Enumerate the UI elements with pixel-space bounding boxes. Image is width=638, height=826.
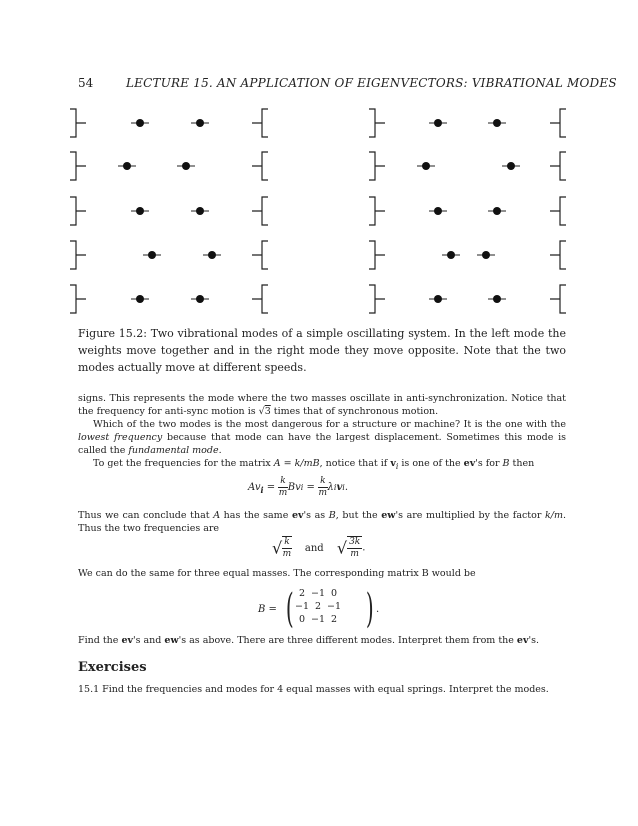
right-mode-mass-a-1	[434, 119, 442, 127]
running-title: LECTURE 15. AN APPLICATION OF EIGENVECTORS: VIBRATIONAL MODES	[126, 76, 617, 90]
paragraph-conclusion: Thus we can conclude that A has the same ev's as B, but the ew's are multiplied by the factor k/m. Thus the two frequencies are	[78, 510, 566, 534]
exercise-15-1: 15.1 Find the frequencies and modes for 4 equal masses with equal springs. Interpret the modes.	[78, 684, 549, 695]
paragraph-anti-sync: signs. This represents the mode where the two masses oscillate in anti-synchronization. Notice that the frequency for anti-sync motion is √3 times that of synchronous motion.	[78, 393, 566, 417]
left-mode-mass-a-4	[148, 251, 156, 259]
left-mode-left-wall-3	[70, 197, 86, 225]
paragraph-dangerous-mode: Which of the two modes is the most dangerous for a structure or machine? It is the one with the lowest frequency because that mode can have the largest displacement. Sometimes this mode is called the fundamental mode.	[78, 419, 566, 456]
exercises-heading: Exercises	[78, 660, 147, 675]
page-number: 54	[78, 76, 94, 90]
vibrational-modes-figure	[0, 0, 638, 320]
paragraph-three-masses: We can do the same for three equal masses. The corresponding matrix B would be	[78, 568, 476, 579]
right-mode-left-wall-3	[369, 197, 385, 225]
right-mode-right-wall-3	[550, 197, 566, 225]
right-mode-left-wall-5	[369, 285, 385, 313]
paragraph-frequencies-intro: To get the frequencies for the matrix A = k/mB, notice that if $v_i$ is one of the ev's for B then	[93, 458, 535, 471]
left-mode-mass-a-5	[136, 295, 144, 303]
left-mode-mass-b-3	[196, 207, 204, 215]
right-mode-left-wall-1	[369, 109, 385, 137]
left-mode-mass-b-4	[208, 251, 216, 259]
equation-two-frequencies: √ $\frac{k}{m}$ and √ $\frac{3k}{m}$ .	[272, 537, 366, 559]
right-mode-right-wall-2	[550, 152, 566, 180]
right-mode-left-wall-4	[369, 241, 385, 269]
left-mode-mass-b-5	[196, 295, 204, 303]
right-mode-left-wall-2	[369, 152, 385, 180]
left-mode-left-wall-2	[70, 152, 86, 180]
right-mode-mass-b-1	[493, 119, 501, 127]
left-mode-mass-a-1	[136, 119, 144, 127]
right-mode-mass-b-4	[482, 251, 490, 259]
left-mode-right-wall-2	[252, 152, 268, 180]
right-mode-mass-b-2	[507, 162, 515, 170]
left-mode-mass-b-1	[196, 119, 204, 127]
paragraph-find-modes: Find the ev's and ew's as above. There are three different modes. Interpret them from the ev's.	[78, 635, 540, 646]
left-mode-mass-a-2	[123, 162, 131, 170]
right-mode-right-wall-1	[550, 109, 566, 137]
left-mode-left-wall-5	[70, 285, 86, 313]
left-mode-left-wall-4	[70, 241, 86, 269]
left-mode-mass-a-3	[136, 207, 144, 215]
right-mode-mass-a-3	[434, 207, 442, 215]
right-mode-mass-a-2	[422, 162, 430, 170]
figure-caption: Figure 15.2: Two vibrational modes of a simple oscillating system. In the left mode the weights move together and in the right mode they move opposite. Note that the two modes actually move at different speeds.	[78, 327, 566, 374]
right-mode-mass-a-5	[434, 295, 442, 303]
right-mode-mass-a-4	[447, 251, 455, 259]
left-mode-left-wall-1	[70, 109, 86, 137]
left-mode-right-wall-4	[252, 241, 268, 269]
right-mode-right-wall-4	[550, 241, 566, 269]
left-mode-mass-b-2	[182, 162, 190, 170]
left-mode-right-wall-3	[252, 197, 268, 225]
right-mode-mass-b-5	[493, 295, 501, 303]
right-mode-right-wall-5	[550, 285, 566, 313]
left-mode-right-wall-1	[252, 109, 268, 137]
left-mode-right-wall-5	[252, 285, 268, 313]
right-mode-mass-b-3	[493, 207, 501, 215]
equation-eigen-relation: $Av_i$ = $\frac{k}{m}$ Bvi = $\frac{k}{m}$ λivi.	[248, 476, 349, 498]
